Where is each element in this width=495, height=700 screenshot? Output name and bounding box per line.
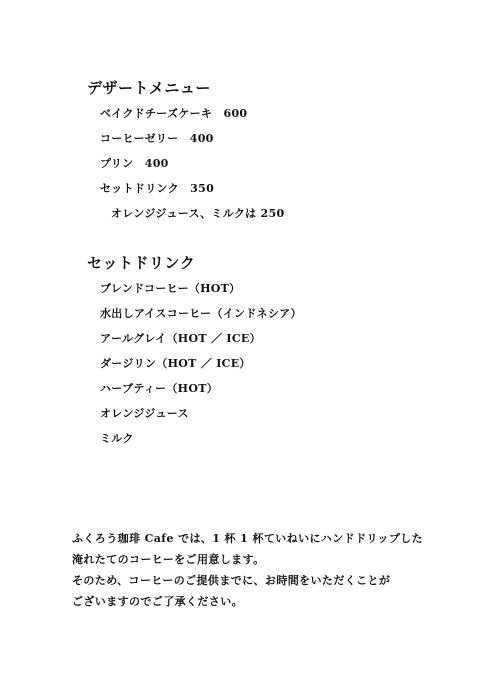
set-drink-item-milk: ミルク <box>100 432 134 445</box>
footer-line-1: ふくろう珈琲 Cafe では、1 杯 1 杯ていねいにハンドドリップした <box>72 532 424 545</box>
dessert-menu-heading: デザートメニュー <box>87 79 211 97</box>
dessert-item-pudding: プリン 400 <box>100 157 169 170</box>
set-drink-heading: セットドリンク <box>87 254 196 272</box>
set-drink-item-blend-coffee: ブレンドコーヒー（HOT） <box>100 282 241 295</box>
set-drink-item-darjeeling: ダージリン（HOT ／ ICE） <box>100 357 251 370</box>
dessert-set-drink-note: オレンジジュース、ミルクは 250 <box>111 207 285 220</box>
dessert-item-cheesecake: ベイクドチーズケーキ 600 <box>100 107 248 120</box>
footer-line-3: そのため、コーヒーのご提供までに、お時間をいただくことが <box>72 574 391 587</box>
dessert-item-coffee-jelly: コーヒーゼリー 400 <box>100 132 214 145</box>
set-drink-item-orange-juice: オレンジジュース <box>100 407 189 420</box>
dessert-item-set-drink: セットドリンク 350 <box>100 182 215 195</box>
set-drink-item-iced-coffee: 水出しアイスコーヒー（インドネシア） <box>100 307 302 320</box>
set-drink-item-herb-tea: ハーブティー（HOT） <box>100 382 219 395</box>
footer-line-2: 淹れたてのコーヒーをご用意します。 <box>72 553 265 566</box>
footer-line-4: ございますのでご了承ください。 <box>72 595 243 608</box>
set-drink-item-earl-grey: アールグレイ（HOT ／ ICE） <box>100 332 261 345</box>
